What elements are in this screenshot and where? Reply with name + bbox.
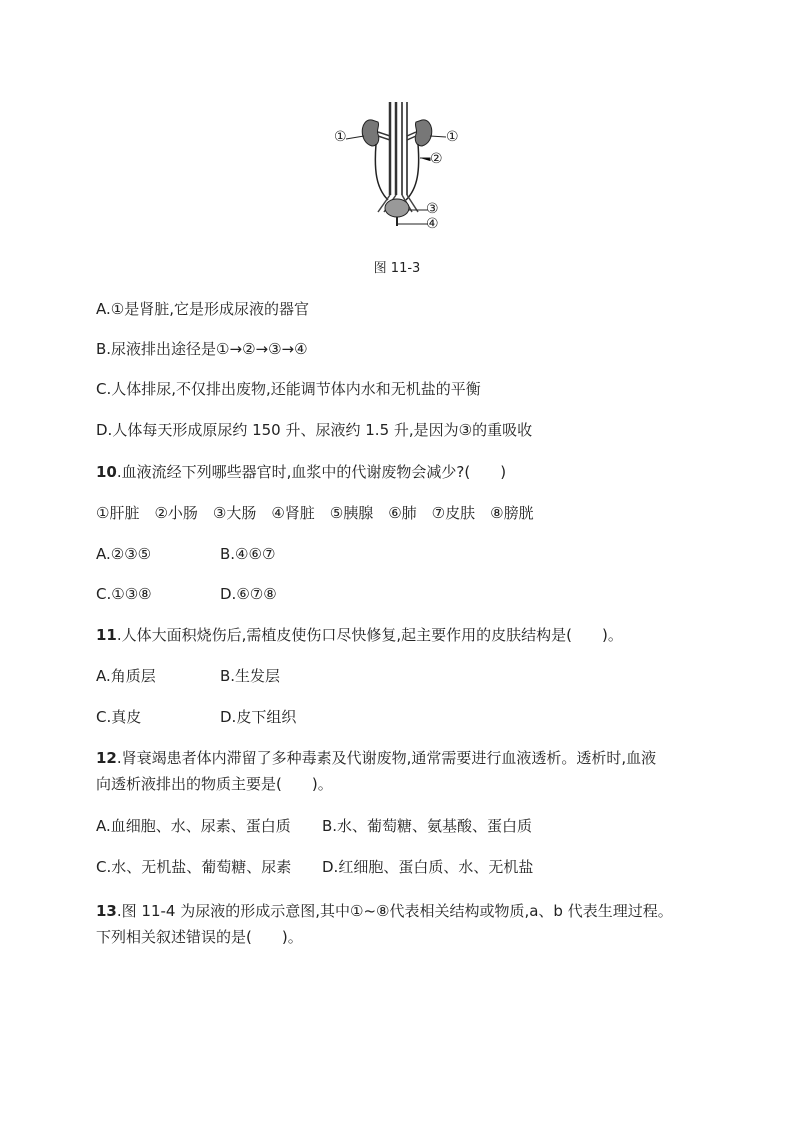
q10-items: ①肝脏 ②小肠 ③大肠 ④肾脏 ⑤胰腺 ⑥肺 ⑦皮肤 ⑧膀胱 bbox=[96, 504, 534, 522]
q13-text: .图 11-4 为尿液的形成示意图,其中①~⑧代表相关结构或物质,a、b 代表生理过程。 bbox=[116, 902, 673, 920]
q12-option-c: C.水、无机盐、葡萄糖、尿素 bbox=[96, 858, 292, 876]
q10-option-d: D.⑥⑦⑧ bbox=[220, 585, 277, 603]
q10-option-b: B.④⑥⑦ bbox=[220, 545, 276, 563]
figure-label-bladder: ③ bbox=[426, 201, 439, 217]
q11-stem bbox=[96, 624, 623, 646]
q13-stem-line1 bbox=[96, 900, 673, 922]
q10-text: .血液流经下列哪些器官时,血浆中的代谢废物会减少?( ) bbox=[116, 463, 507, 481]
q12-stem-line1 bbox=[96, 747, 656, 769]
q11-text: .人体大面积烧伤后,需植皮使伤口尽快修复,起主要作用的皮肤结构是( )。 bbox=[116, 626, 623, 644]
q10-option-a: A.②③⑤ bbox=[96, 545, 152, 563]
q12-stem-line2: 向透析液排出的物质主要是( )。 bbox=[96, 775, 333, 793]
q12-option-a: A.血细胞、水、尿素、蛋白质 bbox=[96, 817, 291, 835]
figure-label-ureter: ② bbox=[430, 151, 443, 167]
q11-option-d: D.皮下组织 bbox=[220, 708, 297, 726]
q12-text: .肾衰竭患者体内滞留了多种毒素及代谢废物,通常需要进行血液透析。透析时,血液 bbox=[116, 749, 657, 767]
q9-option-b: B.尿液排出途径是①→②→③→④ bbox=[96, 340, 308, 358]
q11-option-c: C.真皮 bbox=[96, 708, 142, 726]
q12-option-d: D.红细胞、蛋白质、水、无机盐 bbox=[322, 858, 534, 876]
figure-caption: 图 11-3 bbox=[373, 261, 421, 276]
figure-label-urethra: ④ bbox=[426, 216, 439, 232]
q9-option-c: C.人体排尿,不仅排出废物,还能调节体内水和无机盐的平衡 bbox=[96, 380, 481, 398]
q11-option-b: B.生发层 bbox=[220, 667, 281, 685]
figure-label-kidney-right: ① bbox=[446, 129, 459, 145]
q11-option-a: A.角质层 bbox=[96, 667, 156, 685]
q12-option-b: B.水、葡萄糖、氨基酸、蛋白质 bbox=[322, 817, 533, 835]
urinary-system-figure bbox=[332, 100, 462, 240]
q9-option-d: D.人体每天形成原尿约 150 升、尿液约 1.5 升,是因为③的重吸收 bbox=[96, 421, 533, 439]
q10-number: 10 bbox=[96, 463, 117, 481]
urinary-system-diagram bbox=[332, 100, 462, 240]
q10-option-c: C.①③⑧ bbox=[96, 585, 152, 603]
q13-stem-line2: 下列相关叙述错误的是( )。 bbox=[96, 928, 303, 946]
q13-number: 13 bbox=[96, 902, 117, 920]
figure-label-kidney-left: ① bbox=[334, 129, 347, 145]
q11-number: 11 bbox=[96, 626, 117, 644]
q10-stem bbox=[96, 461, 506, 483]
q12-number: 12 bbox=[96, 749, 117, 767]
q9-option-a: A.①是肾脏,它是形成尿液的器官 bbox=[96, 300, 309, 318]
